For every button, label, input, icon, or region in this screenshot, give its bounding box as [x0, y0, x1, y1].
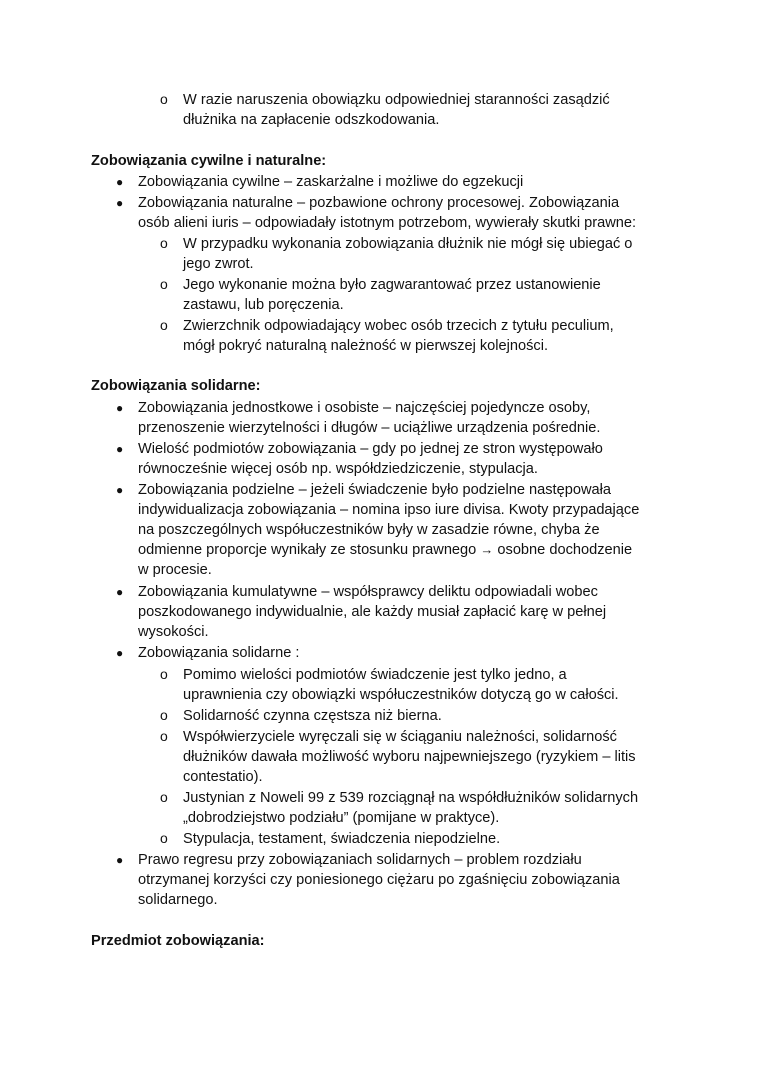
list-item: Zobowiązania solidarne :	[138, 645, 300, 661]
sub-bullet-marker: o	[160, 789, 168, 805]
bullet-marker: ●	[116, 175, 124, 189]
sub-bullet-marker: o	[160, 317, 168, 333]
list-item: otrzymanej korzyści czy poniesionego ciężaru po zgaśnięciu zobowiązania	[138, 872, 620, 888]
sub-bullet-marker: o	[160, 91, 168, 107]
sub-item: Zwierzchnik odpowiadający wobec osób trzecich z tytułu peculium,	[183, 318, 614, 334]
list-item: Zobowiązania podzielne – jeżeli świadczenie było podzielne następowała	[138, 482, 611, 498]
sub-bullet-marker: o	[160, 728, 168, 744]
sub-item: Solidarność czynna częstsza niż bierna.	[183, 708, 442, 724]
list-item: poszkodowanego indywidualnie, ale każdy musiał zapłacić karę w pełnej	[138, 604, 607, 620]
sub-item: Stypulacja, testament, świadczenia niepodzielne.	[183, 831, 501, 847]
list-item: solidarnego.	[138, 892, 218, 908]
list-item: osób alieni iuris – odpowiadały istotnym potrzebom, wywierały skutki prawne:	[138, 215, 637, 231]
list-item: równocześnie więcej osób np. współdziedziczenie, stypulacja.	[138, 461, 538, 477]
sub-bullet-marker: o	[160, 235, 168, 251]
sub-item: uprawnienia czy obowiązki współuczestników dotyczą go w całości.	[183, 687, 619, 703]
sub-item: contestatio).	[183, 769, 263, 785]
sub-bullet-marker: o	[160, 666, 168, 682]
intro-line: dłużnika na zapłacenie odszkodowania.	[183, 112, 440, 128]
bullet-marker: ●	[116, 585, 124, 599]
intro-line: W razie naruszenia obowiązku odpowiedniej staranności zasądzić	[183, 92, 610, 108]
list-item: Zobowiązania jednostkowe i osobiste – najczęściej pojedyncze osoby,	[138, 400, 591, 416]
list-item: Zobowiązania naturalne – pozbawione ochrony procesowej. Zobowiązania	[138, 195, 620, 211]
bullet-marker: ●	[116, 483, 124, 497]
list-item-text: odmienne proporcje wynikały ze stosunku prawnego	[138, 542, 477, 558]
sub-item: mógł pokryć naturalną należność w pierwszej kolejności.	[183, 338, 549, 354]
bullet-marker: ●	[116, 401, 124, 415]
arrow-icon: →	[480, 542, 494, 557]
sub-item: dłużników dawała możliwość wyboru najpewniejszego (ryzykiem – litis	[183, 749, 636, 765]
bullet-marker: ●	[116, 853, 124, 867]
list-item: Zobowiązania cywilne – zaskarżalne i możliwe do egzekucji	[138, 174, 524, 190]
list-item-text: osobne dochodzenie	[497, 542, 633, 558]
sub-item: Justynian z Noweli 99 z 539 rozciągnął na współdłużników solidarnych	[183, 790, 639, 806]
section-heading: Zobowiązania solidarne:	[91, 378, 261, 394]
bullet-marker: ●	[116, 196, 124, 210]
list-item: na poszczególnych współuczestników były w zasadzie równe, chyba że	[138, 522, 600, 538]
list-item: w procesie.	[138, 562, 212, 578]
list-item: przenoszenie wierzytelności i długów – uciążliwe urządzenia pośrednie.	[138, 420, 601, 436]
sub-bullet-marker: o	[160, 830, 168, 846]
sub-item: Pomimo wielości podmiotów świadczenie jest tylko jedno, a	[183, 667, 567, 683]
sub-item: W przypadku wykonania zobowiązania dłużnik nie mógł się ubiegać o	[183, 236, 633, 252]
list-item: Wielość podmiotów zobowiązania – gdy po jednej ze stron występowało	[138, 441, 603, 457]
list-item: Prawo regresu przy zobowiązaniach solidarnych – problem rozdziału	[138, 852, 582, 868]
sub-item: jego zwrot.	[183, 256, 254, 272]
sub-item: Współwierzyciele wyręczali się w ściąganiu należności, solidarność	[183, 729, 617, 745]
list-item: Zobowiązania kumulatywne – współsprawcy deliktu odpowiadali wobec	[138, 584, 598, 600]
list-item	[138, 540, 632, 560]
bullet-marker: ●	[116, 442, 124, 456]
section-heading: Przedmiot zobowiązania:	[91, 933, 265, 949]
section-heading: Zobowiązania cywilne i naturalne:	[91, 153, 327, 169]
sub-item: zastawu, lub poręczenia.	[183, 297, 344, 313]
sub-bullet-marker: o	[160, 707, 168, 723]
sub-item: „dobrodziejstwo podziału” (pomijane w praktyce).	[183, 810, 500, 826]
list-item: wysokości.	[138, 624, 209, 640]
bullet-marker: ●	[116, 646, 124, 660]
sub-item: Jego wykonanie można było zagwarantować przez ustanowienie	[183, 277, 601, 293]
list-item: indywidualizacja zobowiązania – nomina ipso iure divisa. Kwoty przypadające	[138, 502, 640, 518]
sub-bullet-marker: o	[160, 276, 168, 292]
